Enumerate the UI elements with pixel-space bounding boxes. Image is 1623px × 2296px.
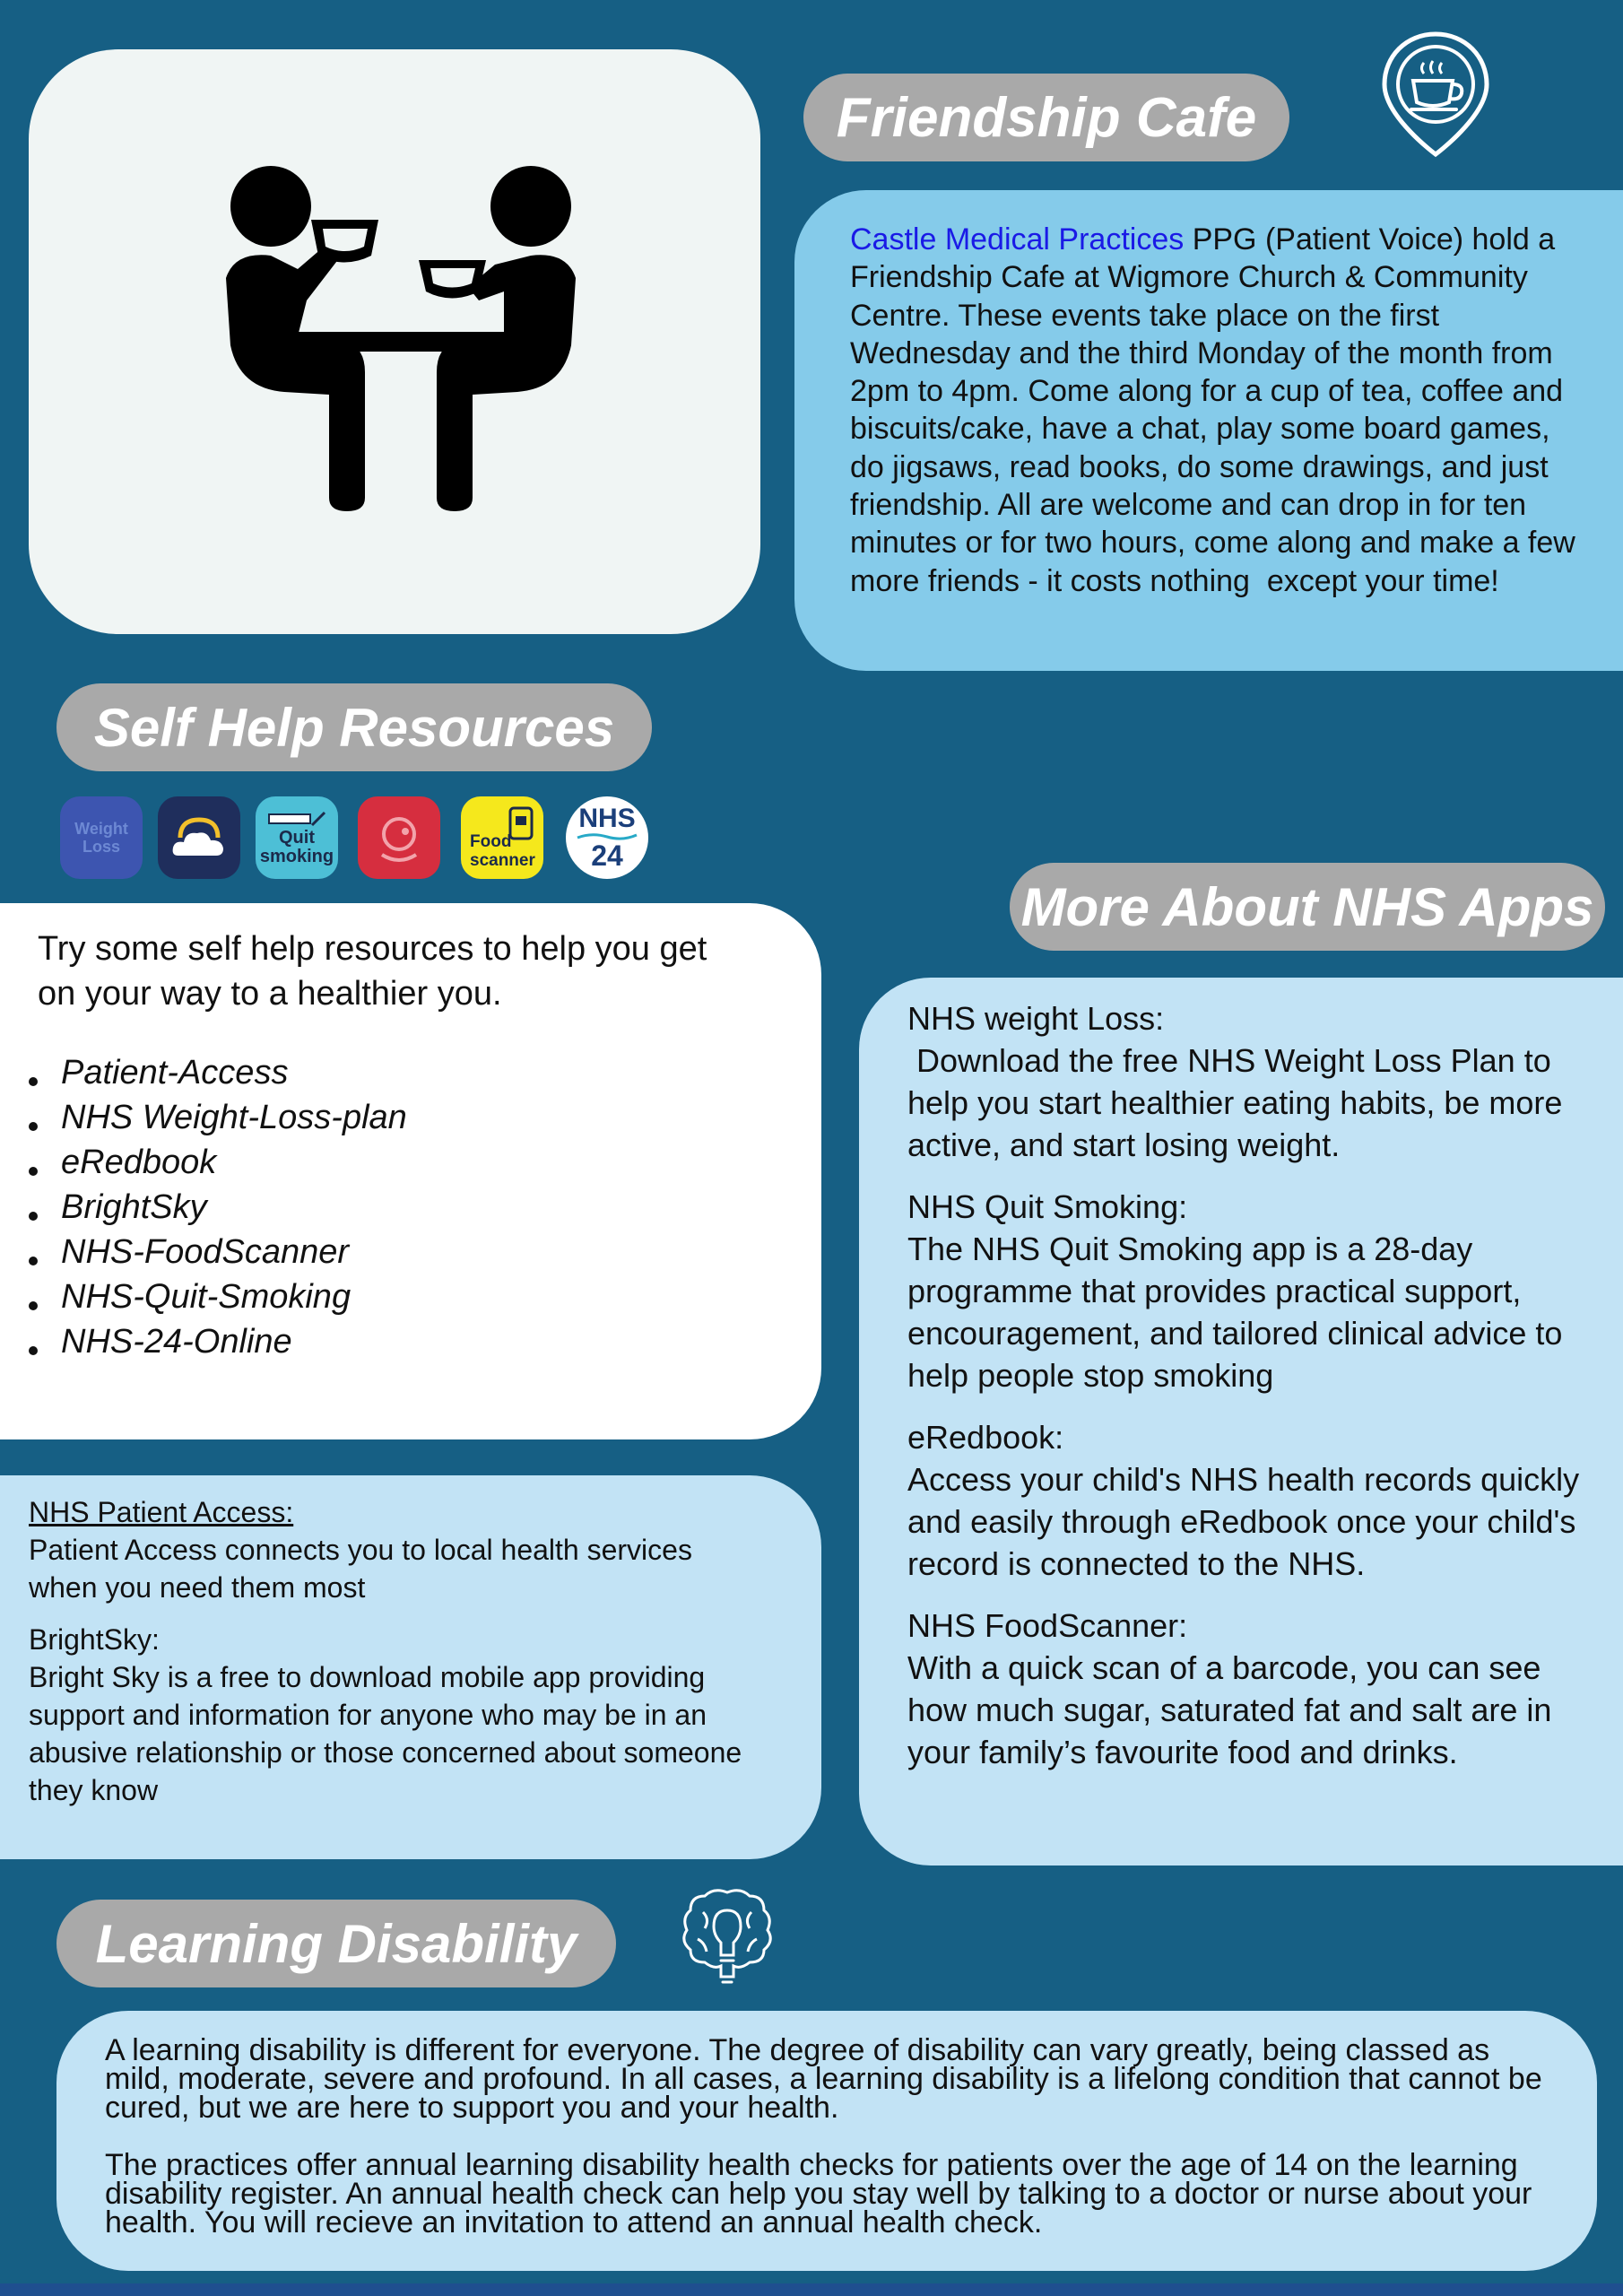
quit-smoking-app-icon[interactable] [256, 796, 338, 879]
food-scanner-app-icon[interactable] [461, 796, 543, 879]
patient-access-block [29, 1493, 768, 1606]
learning-disability-para2: The practices offer annual learning disability health checks for patients over the age of 14 on the learning disability register. An annual health check can help you stay well by talking to a doctor or nurse about your health. You will recieve an invitation to attend an annual health check. [105, 2148, 1532, 2239]
more-about-nhs-apps-title-text: More About NHS Apps [1020, 876, 1594, 937]
resource-nhs-24-online[interactable]: NHS-24-Online [0, 1319, 732, 1364]
weight-loss-app-icon[interactable] [60, 796, 143, 879]
brightsky-title: BrightSky: [29, 1623, 160, 1656]
patient-access-desc: Patient Access connects you to local health services when you need them most [29, 1534, 692, 1604]
app-eredbook [907, 1416, 1605, 1585]
friendship-cafe-title-text: Friendship Cafe [836, 86, 1257, 149]
nhs-apps-card [859, 978, 1623, 1866]
coffee-cup-location-pin-icon [1377, 27, 1494, 161]
nhs-24-app-icon[interactable] [566, 796, 648, 879]
learning-disability-title [56, 1900, 616, 1987]
brain-lightbulb-icon [678, 1883, 777, 1993]
learning-disability-para1: A learning disability is different for everyone. The degree of disability can vary greatly, being classed as mild, moderate, severe and profound. In all cases, a learning disability is a lifelong condition that cannot be cured, but we are here to support you and your health. [105, 2033, 1542, 2125]
quit-smoking-app-icon-line1: Quit [279, 828, 315, 848]
cigarette-icon [265, 809, 328, 829]
app-foodscanner [907, 1605, 1605, 1773]
patient-access-card [0, 1475, 821, 1859]
app-weight-loss-desc: Download the free NHS Weight Loss Plan to help you start healthier eating habits, be more active, and start losing weight. [907, 1042, 1572, 1163]
two-people-drinking-tea-icon [199, 157, 612, 534]
brightsky-block [29, 1621, 768, 1809]
more-about-nhs-apps-title [1010, 863, 1605, 951]
eredbook-app-icon[interactable] [358, 796, 440, 879]
app-eredbook-title: eRedbook: [907, 1419, 1064, 1456]
nhs-24-app-icon-line2: 24 [591, 839, 623, 872]
learning-disability-title-text: Learning Disability [95, 1913, 577, 1974]
food-scanner-app-icon-line2: scanner [470, 851, 535, 870]
app-weight-loss-title: NHS weight Loss: [907, 1000, 1165, 1037]
resource-nhs-quit-smoking[interactable]: NHS-Quit-Smoking [0, 1274, 732, 1319]
friendship-cafe-description: PPG (Patient Voice) hold a Friendship Cafe at Wigmore Church & Community Centre. These events take place on the first Wednesday and the third Monday of the month from 2pm to 4pm. Come along for a cup of tea, coffee and biscuits/cake, have a chat, play some board games, do jigsaws, read books, do some drawings, and just friendship. All are welcome and can drop in for ten minutes or for two hours, come along and make a few more friends - it costs nothing except your time! [850, 222, 1584, 598]
friendship-cafe-card [794, 190, 1623, 671]
resource-nhs-weight-loss-plan[interactable]: NHS Weight-Loss-plan [0, 1095, 732, 1140]
resource-eredbook[interactable]: eRedbook [0, 1140, 732, 1185]
bottom-border [0, 2283, 1623, 2296]
baby-icon [371, 810, 427, 865]
food-scanner-app-icon-line1: Food [470, 832, 512, 851]
quit-smoking-app-icon-line2: smoking [259, 847, 334, 866]
resource-nhs-foodscanner[interactable]: NHS-FoodScanner [0, 1230, 732, 1274]
brightsky-app-icon[interactable] [158, 796, 240, 879]
app-quit-smoking-desc: The NHS Quit Smoking app is a 28-day programme that provides practical support, encouragement, and tailored clinical advice to help people stop smoking [907, 1231, 1563, 1394]
resource-brightsky[interactable]: BrightSky [0, 1185, 732, 1230]
castle-medical-practices-link[interactable]: Castle Medical Practices [850, 222, 1185, 257]
weight-loss-app-icon-line2: Loss [82, 838, 120, 856]
self-help-resources-title-text: Self Help Resources [93, 697, 615, 758]
friendship-cafe-title [803, 74, 1289, 161]
friendship-illustration-card [29, 49, 760, 634]
self-help-list [0, 1050, 732, 1364]
resource-patient-access[interactable]: Patient-Access [0, 1050, 732, 1095]
nhs-24-app-icon-line1: NHS [578, 804, 636, 833]
weight-loss-app-icon-line1: Weight [74, 820, 128, 838]
patient-access-title: NHS Patient Access: [29, 1496, 294, 1528]
app-eredbook-desc: Access your child's NHS health records quickly and easily through eRedbook once your child's record is connected to the NHS. [907, 1461, 1580, 1582]
app-quit-smoking [907, 1186, 1605, 1396]
brightsky-desc: Bright Sky is a free to download mobile app providing support and information for anyone who may be in an abusive relationship or those concerned about someone they know [29, 1661, 742, 1806]
app-quit-smoking-title: NHS Quit Smoking: [907, 1188, 1188, 1225]
self-help-intro: Try some self help resources to help you get on your way to a healthier you. [38, 930, 707, 1013]
app-foodscanner-title: NHS FoodScanner: [907, 1607, 1188, 1644]
app-weight-loss [907, 997, 1605, 1166]
self-help-card [0, 903, 821, 1439]
self-help-resources-title [56, 683, 652, 771]
phone-scan-icon [508, 805, 534, 841]
app-foodscanner-desc: With a quick scan of a barcode, you can see how much sugar, saturated fat and salt are in your family’s favourite food and drinks. [907, 1649, 1552, 1770]
cloud-sun-icon [168, 811, 230, 865]
learning-disability-card [56, 2011, 1597, 2271]
